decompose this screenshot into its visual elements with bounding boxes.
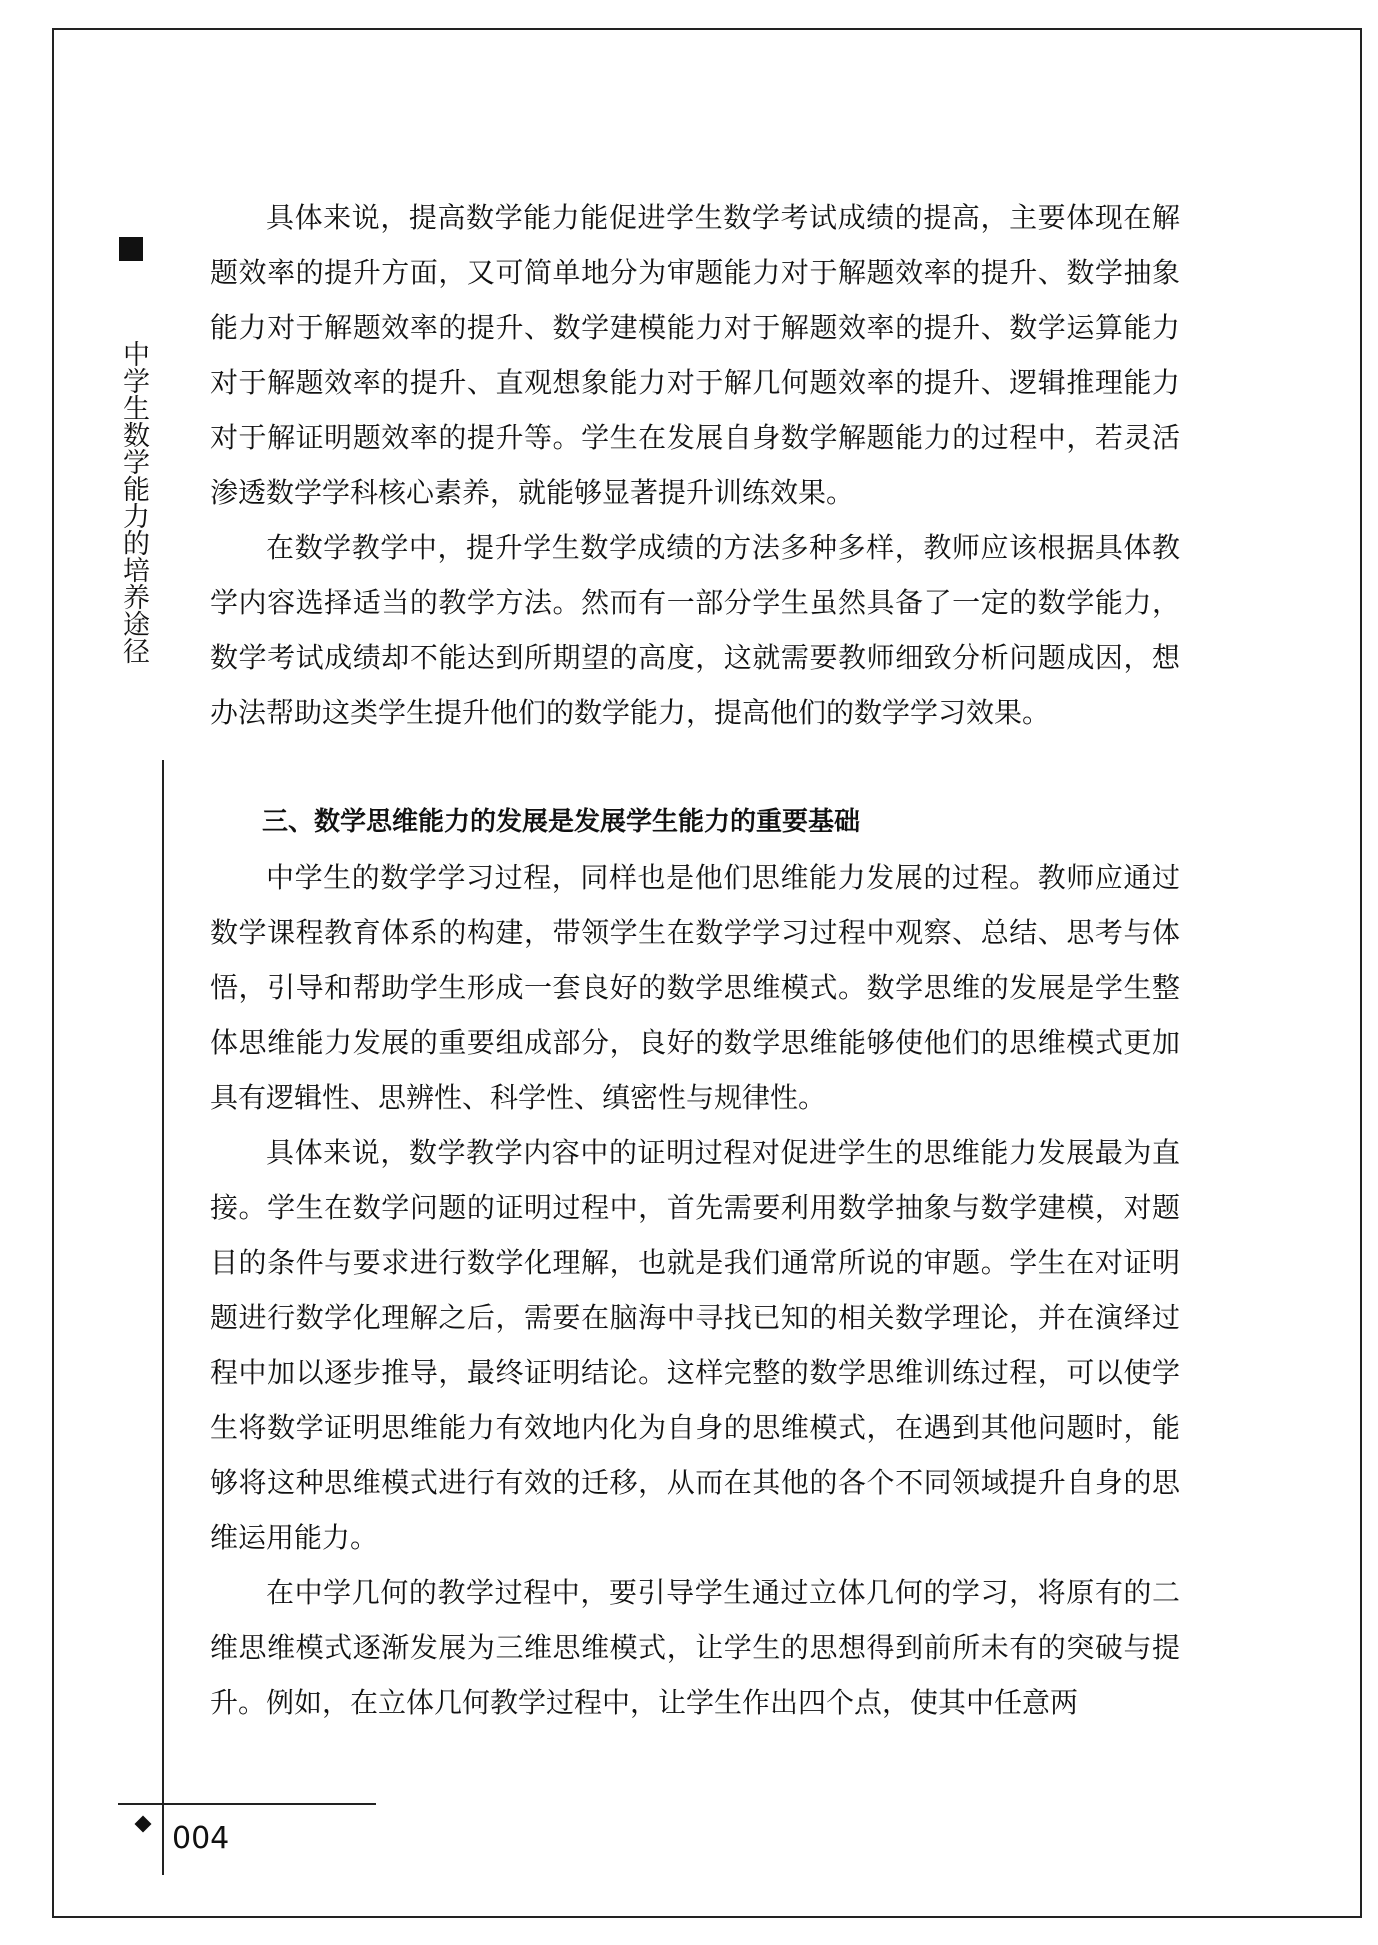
page-number: 004	[172, 1821, 230, 1856]
paragraph: 具体来说，提高数学能力能促进学生数学考试成绩的提高，主要体现在解题效率的提升方面，又可简单地分为审题能力对于解题效率的提升、数学抽象能力对于解题效率的提升、数学建模能力对于解题效率的提升、数学运算能力对于解题效率的提升、直观想象能力对于解几何题效率的提升、逻辑推理能力对于解证明题效率的提升等。学生在发展自身数学解题能力的过程中，若灵活渗透数学学科核心素养，就能够显著提升训练效果。	[210, 201, 1180, 509]
footer-rule	[118, 1803, 376, 1805]
paragraph: 在中学几何的教学过程中，要引导学生通过立体几何的学习，将原有的二维思维模式逐渐发展为三维思维模式，让学生的思想得到前所未有的突破与提升。例如，在立体几何教学过程中，让学生作出四个点，使其中任意两	[210, 1576, 1180, 1719]
paragraph: 中学生的数学学习过程，同样也是他们思维能力发展的过程。教师应通过数学课程教育体系的构建，带领学生在数学学习过程中观察、总结、思考与体悟，引导和帮助学生形成一套良好的数学思维模式。数学思维的发展是学生整体思维能力发展的重要组成部分，良好的数学思维能够使他们的思维模式更加具有逻辑性、思辨性、科学性、缜密性与规律性。	[210, 861, 1180, 1114]
vertical-rule	[162, 760, 164, 1875]
body-text	[210, 190, 1180, 1730]
section-heading: 三、数学思维能力的发展是发展学生能力的重要基础	[262, 807, 861, 837]
paragraph: 具体来说，数学教学内容中的证明过程对促进学生的思维能力发展最为直接。学生在数学问题的证明过程中，首先需要利用数学抽象与数学建模，对题目的条件与要求进行数学化理解，也就是我们通常所说的审题。学生在对证明题进行数学化理解之后，需要在脑海中寻找已知的相关数学理论，并在演绎过程中加以逐步推导，最终证明结论。这样完整的数学思维训练过程，可以使学生将数学证明思维能力有效地内化为自身的思维模式，在遇到其他问题时，能够将这种思维模式进行有效的迁移，从而在其他的各个不同领域提升自身的思维运用能力。	[210, 1136, 1180, 1554]
running-title: 中学生数学能力的培养途径	[118, 340, 149, 664]
square-marker-icon	[119, 237, 143, 261]
paragraph: 在数学教学中，提升学生数学成绩的方法多种多样，教师应该根据具体教学内容选择适当的教学方法。然而有一部分学生虽然具备了一定的数学能力，数学考试成绩却不能达到所期望的高度，这就需要教师细致分析问题成因，想办法帮助这类学生提升他们的数学能力，提高他们的数学学习效果。	[210, 531, 1180, 729]
